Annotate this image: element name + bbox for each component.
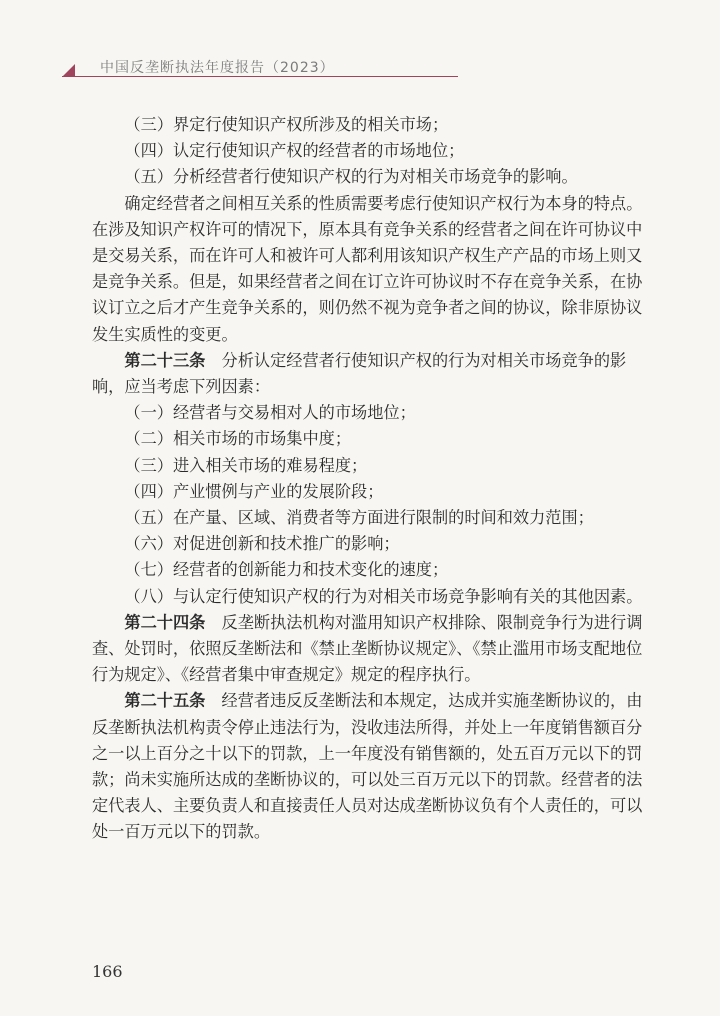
article-23 xyxy=(92,348,652,400)
list-item: （三）界定行使知识产权所涉及的相关市场； xyxy=(124,115,449,134)
list-item: （五）在产量、区域、消费者等方面进行限制的时间和效力范围； xyxy=(124,508,594,528)
article-label: 第二十三条 xyxy=(124,350,206,370)
article-text: 分析认定经营者行使知识产权的行为对相关市场竞争的影响，应当考虑下列因素： xyxy=(92,350,627,397)
list-item: （六）对促进创新和技术推广的影响； xyxy=(124,534,400,554)
list-item: （三）进入相关市场的难易程度； xyxy=(124,455,368,475)
header-rule xyxy=(62,76,458,77)
list-item: （八）与认定行使知识产权的行为对相关市场竞争影响有关的其他因素。 xyxy=(124,586,643,606)
list-item: （四）认定行使知识产权的经营者的市场地位； xyxy=(124,141,465,161)
body-text xyxy=(92,112,652,846)
running-header xyxy=(0,36,720,80)
list-item: （一）经营者与交易相对人的市场地位； xyxy=(124,403,416,423)
list-item: （四）产业惯例与产业的发展阶段； xyxy=(124,481,384,501)
header-title: 中国反垄断执法年度报告（2023） xyxy=(100,60,335,76)
article-text: 反垄断执法机构对滥用知识产权排除、限制竞争行为进行调查、处罚时，依照反垄断法和《禁止垄断协议规定》、《禁止滥用市场支配地位行为规定》、《经营者集中审查规定》规定的程序执行。 xyxy=(92,612,643,685)
page-number: 166 xyxy=(92,962,123,981)
article-25 xyxy=(92,688,652,845)
list-item: （五）分析经营者行使知识产权的行为对相关市场竞争的影响。 xyxy=(124,167,578,187)
list-item: （二）相关市场的市场集中度； xyxy=(124,429,352,449)
article-label: 第二十四条 xyxy=(124,612,206,632)
paragraph-relationship: 确定经营者之间相互关系的性质需要考虑行使知识产权行为本身的特点。在涉及知识产权许可的情况下，原本具有竞争关系的经营者之间在许可协议中是交易关系，而在许可人和被许可人都利用该知识产权生产产品的市场上则又是竞争关系。但是，如果经营者之间在订立许可协议时不存在竞争关系，在协议订立之后才产生竞争关系的，则仍然不视为竞争者之间的协议，除非原协议发生实质性的变更。 xyxy=(92,193,643,344)
list-item: （七）经营者的创新能力和技术变化的速度； xyxy=(124,560,449,580)
article-label: 第二十五条 xyxy=(124,691,206,711)
article-text: 经营者违反反垄断法和本规定，达成并实施垄断协议的，由反垄断执法机构责令停止违法行为，没收违法所得，并处上一年度销售额百分之一以上百分之十以下的罚款，上一年度没有销售额的，处五百万元以下的罚款；尚未实施所达成的垄断协议的，可以处三百万元以下的罚款。经营者的法定代表人、主要负责人和直接责任人员对达成垄断协议负有个人责任的，可以处一百万元以下的罚款。 xyxy=(92,691,643,842)
article-24 xyxy=(92,610,652,689)
